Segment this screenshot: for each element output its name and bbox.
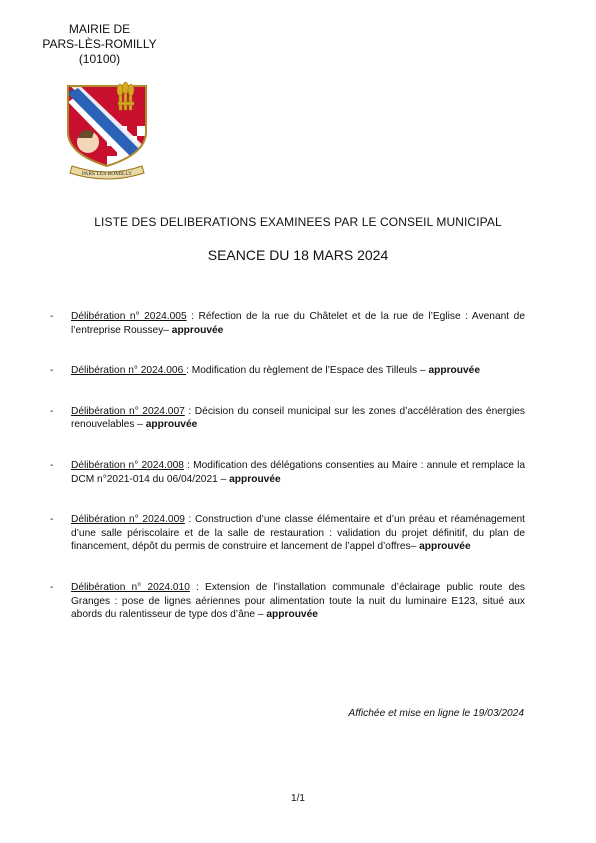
deliberation-ref: Délibération n° 2024.009 bbox=[71, 514, 185, 526]
bullet-dash: - bbox=[50, 459, 54, 471]
session-date: SEANCE DU 18 MARS 2024 bbox=[207, 247, 389, 263]
header-line-town: PARS-LÈS-ROMILLY bbox=[42, 37, 157, 51]
bullet-dash: - bbox=[50, 405, 54, 417]
deliberation-ref: Délibération n° 2024.006 bbox=[71, 365, 187, 377]
list-item bbox=[50, 581, 525, 622]
deliberation-ref: Délibération n° 2024.008 bbox=[71, 459, 184, 471]
deliberation-text: : Décision du conseil municipal sur les zones d’accélération des énergies renouvelables – bbox=[71, 405, 525, 431]
deliberation-ref: Délibération n° 2024.010 bbox=[71, 581, 190, 593]
page-number: 1/1 bbox=[291, 793, 305, 804]
bullet-dash: - bbox=[50, 311, 54, 322]
deliberation-ref: Délibération n° 2024.005 bbox=[71, 311, 187, 322]
posting-notice: Affichée et mise en ligne le 19/03/2024 bbox=[348, 708, 524, 719]
deliberation-status: approuvée bbox=[229, 473, 281, 485]
deliberation-status: approuvée bbox=[171, 324, 224, 336]
deliberation-text: : Modification du règlement de l’Espace des Tilleuls – bbox=[186, 365, 429, 377]
deliberation-list bbox=[50, 310, 525, 649]
municipality-header bbox=[32, 22, 167, 67]
list-item bbox=[50, 513, 525, 554]
deliberation-text: : Réfection de la rue du Châtelet et de la rue de l’Eglise : Avenant de l’entreprise Roussey– bbox=[71, 311, 525, 336]
deliberation-status: approuvée bbox=[266, 609, 318, 621]
crest-banner-text: PARS LES ROMILLY bbox=[81, 171, 133, 177]
bullet-dash: - bbox=[50, 365, 54, 377]
list-item bbox=[50, 459, 525, 486]
header-line-mairie: MAIRIE DE bbox=[68, 22, 131, 36]
deliberation-text: : Modification des délégations consenties au Maire : annule et remplace la DCM n°2021-014 du 06/04/2021 – bbox=[71, 459, 525, 485]
header-line-postcode: (10100) bbox=[78, 52, 121, 66]
bullet-dash: - bbox=[50, 581, 54, 593]
deliberation-status: approuvée bbox=[428, 365, 480, 377]
coat-of-arms-icon bbox=[64, 80, 150, 180]
list-item bbox=[50, 310, 525, 337]
deliberation-status: approuvée bbox=[145, 419, 198, 431]
deliberation-text: : Construction d’une classe élémentaire et d’un préau et réaménagement d’une salle périscolaire et de la salle de restauration : validation du projet définitif, du plan de financement, dépôt du permis de construire et lancement de l’appel d’offres– bbox=[71, 514, 525, 553]
document-title: LISTE DES DELIBERATIONS EXAMINEES PAR LE CONSEIL MUNICIPAL bbox=[94, 215, 502, 229]
list-item bbox=[50, 364, 525, 378]
deliberation-status: approuvée bbox=[419, 541, 471, 553]
list-item bbox=[50, 405, 525, 432]
deliberation-text: : Extension de l’installation communale d’éclairage public route des Granges : pose de lignes aériennes pour alimentation toute la nuit du luminaire E123, situé aux abords du ralentisseur de type dos d’âne – bbox=[71, 581, 526, 621]
deliberation-ref: Délibération n° 2024.007 bbox=[71, 405, 185, 417]
bullet-dash: - bbox=[50, 514, 54, 526]
